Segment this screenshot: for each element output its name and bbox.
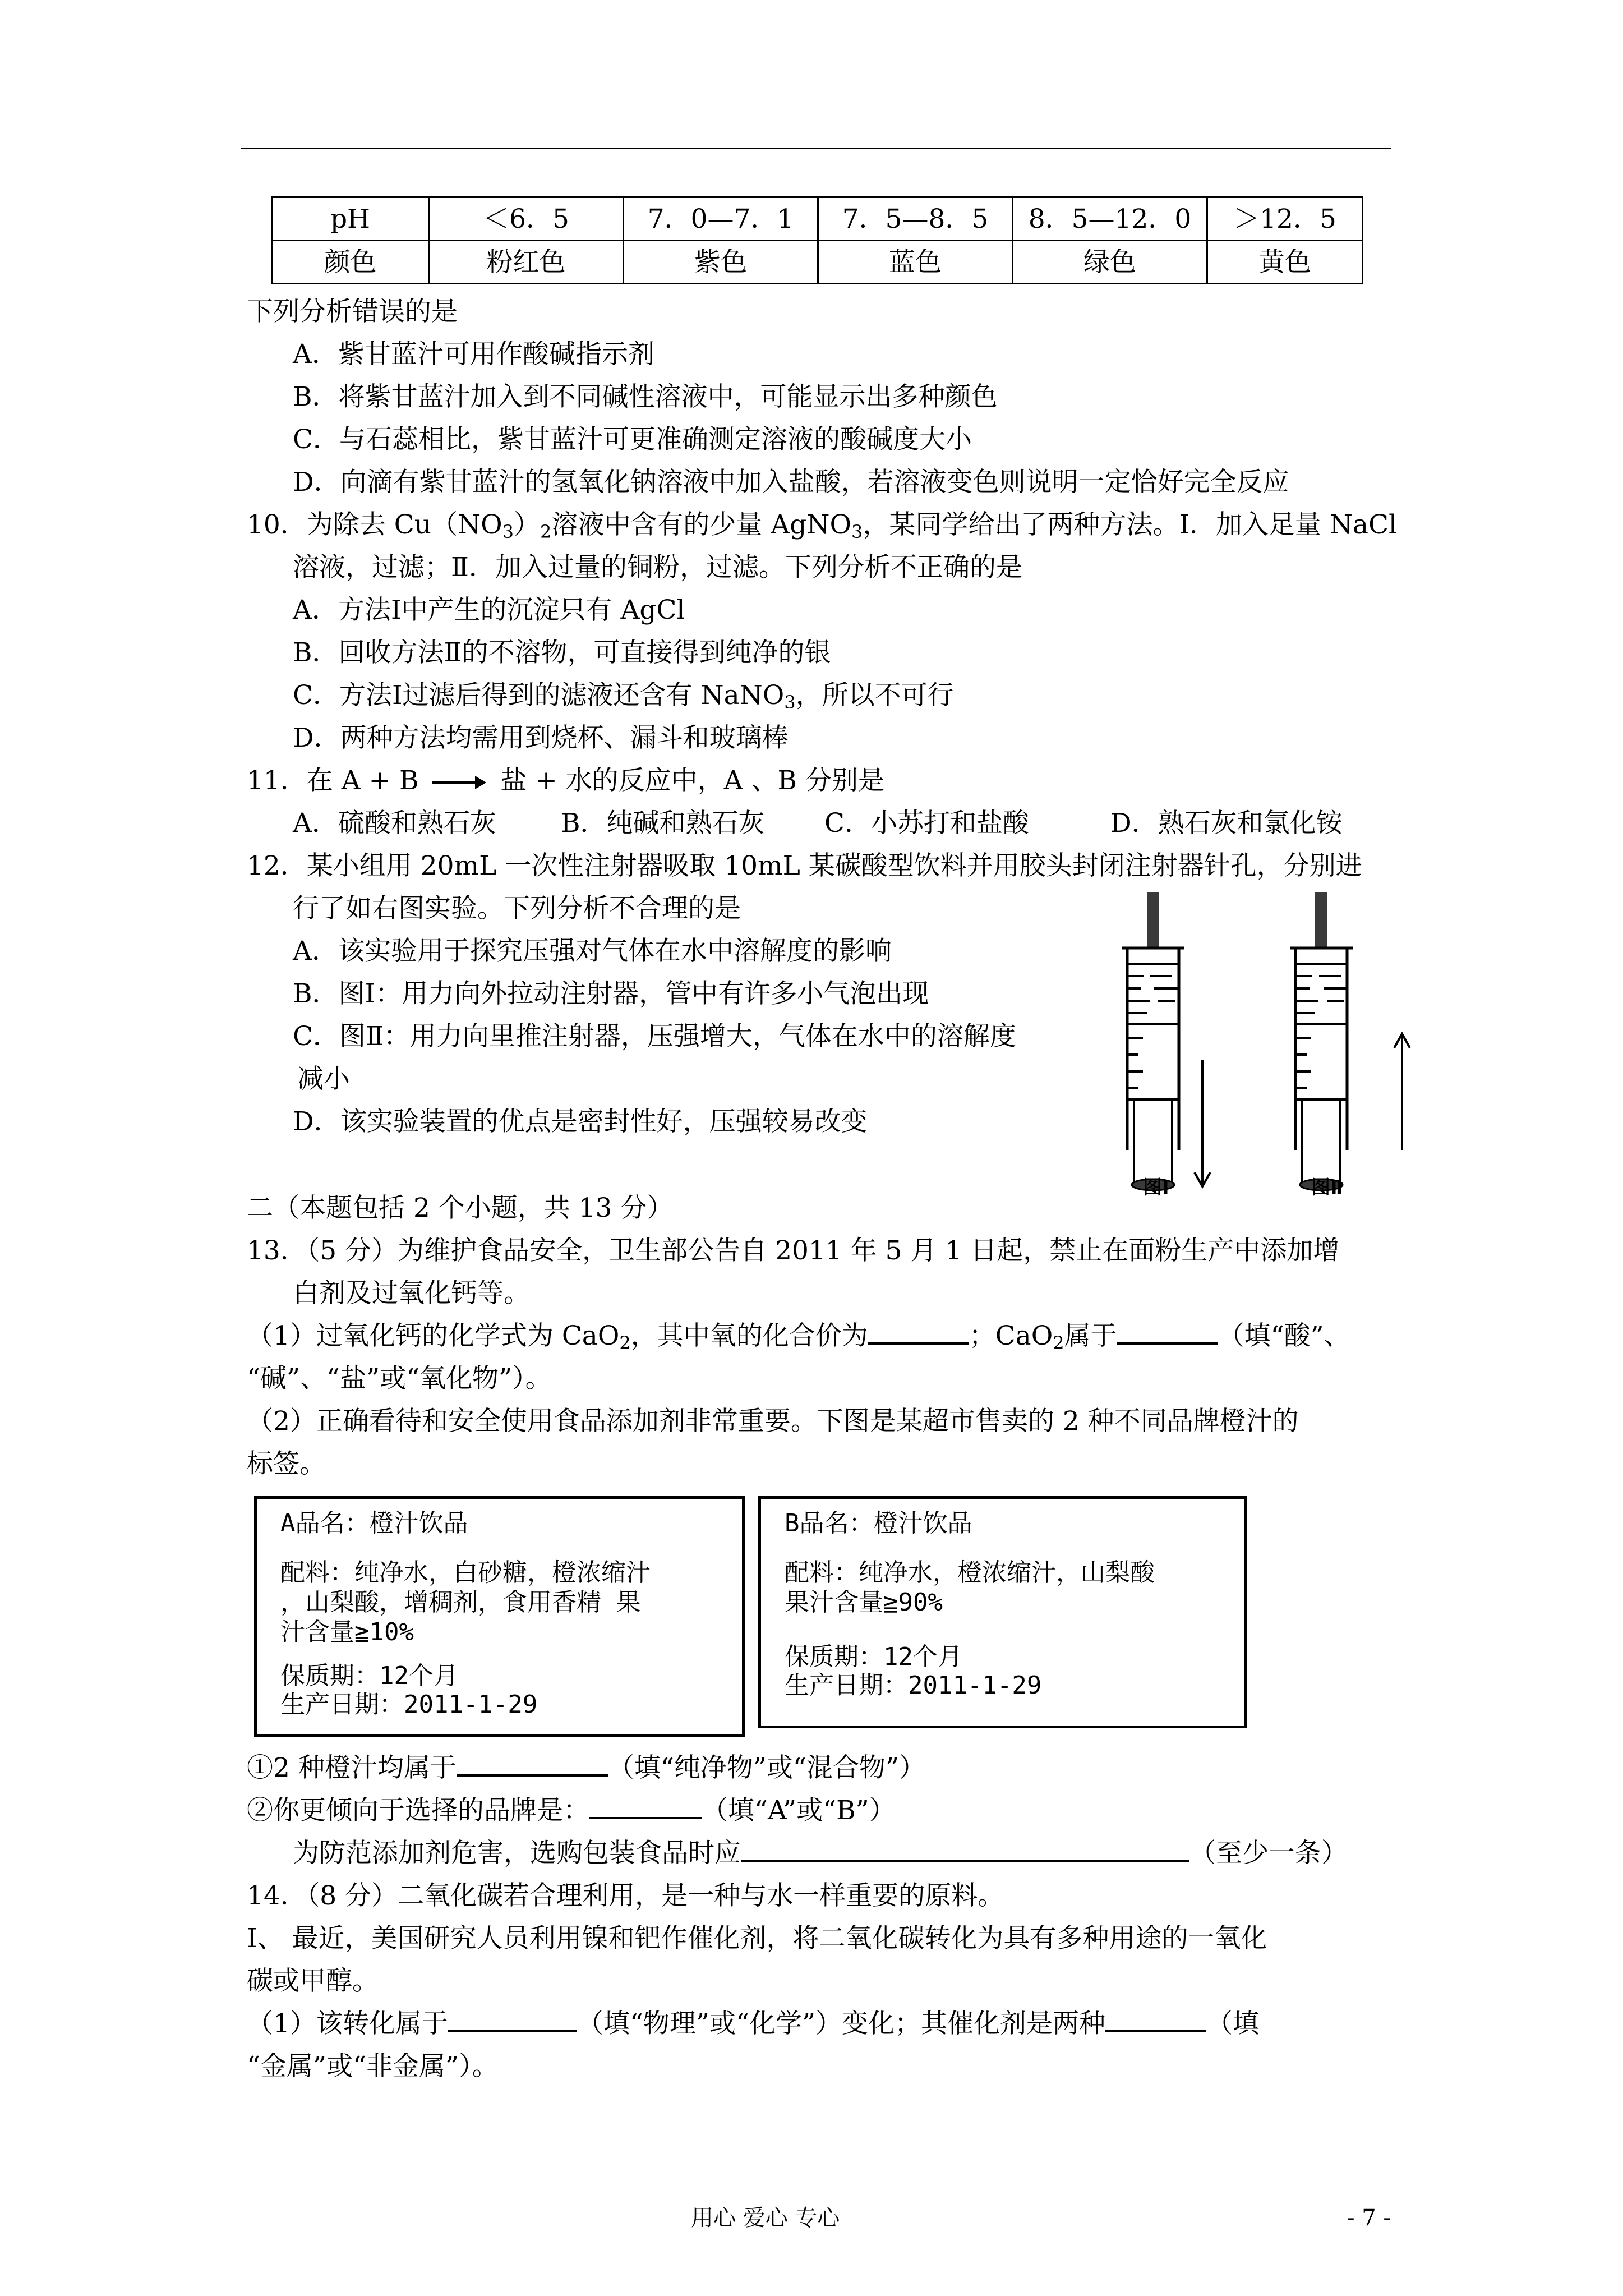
reaction-arrow-icon — [431, 774, 487, 791]
table-cell: 7．5—8．5 — [818, 197, 1013, 241]
q9-option-d: D．向滴有紫甘蓝汁的氢氧化钠溶液中加入盐酸，若溶液变色则说明一定恰好完全反应 — [293, 467, 1289, 498]
q12-option-d: D．该实验装置的优点是密封性好，压强较易改变 — [293, 1106, 868, 1137]
table-cell: 7．0—7．1 — [624, 197, 818, 241]
q9-stem: 下列分析错误的是 — [247, 296, 458, 327]
syringe-figure — [1088, 892, 1447, 1217]
page-number: - 7 - — [1347, 2205, 1391, 2231]
q12-stem-line2: 行了如右图实验。下列分析不合理的是 — [293, 893, 741, 924]
q10-stem-line1: 10．为除去 $Cu(NO_3)_2$溶液中含有的少量 AgNO$_3$，某同学给出了两种方法。Ⅰ．加入足量 NaCl — [247, 509, 1397, 542]
q13-brand-blank[interactable] — [589, 1817, 702, 1819]
header-rule — [241, 148, 1391, 149]
q11-option-a: A．硫酸和熟石灰 — [293, 808, 496, 839]
q13-stem-line2: 白剂及过氧化钙等。 — [293, 1278, 530, 1309]
table-cell: 紫色 — [624, 241, 818, 284]
q13-part2-line2: 标签。 — [247, 1448, 326, 1479]
q9-option-a: A．紫甘蓝汁可用作酸碱指示剂 — [293, 339, 654, 370]
figure-2-caption: 图Ⅱ — [1311, 1176, 1343, 1199]
q14-catalyst-type-blank[interactable] — [1105, 2030, 1206, 2032]
q11-stem: 11．在 A + B 盐 + 水的反应中，A 、B 分别是 — [247, 765, 885, 796]
q12-option-a: A．该实验用于探究压强对气体在水中溶解度的影响 — [293, 936, 892, 967]
label-a-shelf-life: 保质期：12个月 — [280, 1662, 458, 1690]
table-cell: pH — [272, 197, 429, 241]
q12-option-c: C．图Ⅱ：用力向里推注射器，压强增大，气体在水中的溶解度 — [293, 1021, 1016, 1052]
arrow-down-icon — [1195, 1060, 1210, 1186]
table-row — [272, 241, 1363, 284]
label-a-ingredients: 配料：纯净水，白砂糖，橙浓缩汁 — [280, 1558, 651, 1587]
ph-color-table — [271, 196, 1363, 284]
q14-part1-line1: （1）该转化属于 （填“物理”或“化学”）变化；其催化剂是两种 （填 — [247, 2008, 1260, 2039]
q13-substance-type-blank[interactable] — [457, 1774, 608, 1777]
q10-stem-line2: 溶液，过滤；Ⅱ．加入过量的铜粉，过滤。下列分析不正确的是 — [293, 552, 1022, 583]
q14-stem: 14．（8 分）二氧化碳若合理利用，是一种与水一样重要的原料。 — [247, 1880, 1004, 1911]
label-b-production-date: 生产日期：2011-1-29 — [785, 1671, 1042, 1700]
q13-part1-line2: “碱”、“盐”或“氧化物”）。 — [247, 1363, 552, 1394]
label-b-ingredients: 配料：纯净水，橙浓缩汁，山梨酸 — [785, 1558, 1155, 1587]
label-a-ingredients-cont: ，山梨酸，增稠剂，食用香精 果 — [280, 1588, 641, 1617]
section-2-heading: 二（本题包括 2 个小题，共 13 分） — [247, 1193, 674, 1223]
figure-1-caption: 图Ⅰ — [1143, 1176, 1169, 1199]
table-row — [272, 197, 1363, 241]
table-cell: ＞12．5 — [1207, 197, 1363, 241]
q12-option-c-cont: 减小 — [297, 1064, 350, 1094]
q13-advice-blank[interactable] — [741, 1860, 1189, 1862]
arrow-up-icon — [1394, 1034, 1410, 1150]
q12-option-b: B．图Ⅰ：用力向外拉动注射器，管中有许多小气泡出现 — [293, 978, 929, 1009]
q9-option-b: B．将紫甘蓝汁加入到不同碱性溶液中，可能显示出多种颜色 — [293, 381, 998, 412]
q10-option-c: C．方法Ⅰ过滤后得到的滤液还含有 NaNO$_3$，所以不可行 — [293, 680, 954, 713]
label-a-name: A品名：橙汁饮品 — [280, 1509, 468, 1538]
q13-valence-blank[interactable] — [868, 1342, 969, 1345]
label-b-shelf-life: 保质期：12个月 — [785, 1642, 962, 1671]
syringe-2-diagram — [1290, 892, 1353, 1190]
q14-part-i-line1: Ⅰ、 最近，美国研究人员利用镍和钯作催化剂，将二氧化碳转化为具有多种用途的一氧化 — [247, 1923, 1267, 1954]
table-cell: 绿色 — [1013, 241, 1207, 284]
q13-stem-line1: 13．（5 分）为维护食品安全，卫生部公告自 2011 年 5 月 1 日起，禁止在面粉生产中添加增 — [247, 1235, 1340, 1266]
q10-option-d: D．两种方法均需用到烧杯、漏斗和玻璃棒 — [293, 723, 789, 753]
q11-option-d: D．熟石灰和氯化铵 — [1110, 808, 1343, 839]
table-cell: 黄色 — [1207, 241, 1363, 284]
q12-stem-line1: 12．某小组用 20mL 一次性注射器吸取 10mL 某碳酸型饮料并用胶头封闭注射器针孔，分别进 — [247, 850, 1362, 881]
label-a-juice-content: 汁含量≧10% — [280, 1618, 414, 1646]
q14-change-type-blank[interactable] — [448, 2030, 577, 2032]
table-cell: 蓝色 — [818, 241, 1013, 284]
q13-sub1: ①2 种橙汁均属于 （填“纯净物”或“混合物”） — [247, 1752, 925, 1783]
footer-motto: 用心 爱心 专心 — [691, 2205, 840, 2231]
label-b-name: B品名：橙汁饮品 — [785, 1509, 972, 1538]
q14-part1-line2: “金属”或“非金属”）。 — [247, 2051, 499, 2082]
q11-option-c: C．小苏打和盐酸 — [824, 808, 1029, 839]
label-a-production-date: 生产日期：2011-1-29 — [280, 1690, 538, 1719]
juice-label-b — [758, 1496, 1247, 1728]
label-b-juice-content: 果汁含量≧90% — [785, 1588, 943, 1617]
q14-part-i-line2: 碳或甲醇。 — [247, 1966, 379, 1996]
q11-option-b: B．纯碱和熟石灰 — [561, 808, 765, 839]
syringe-1-diagram — [1122, 892, 1184, 1190]
q13-part2-line1: （2）正确看待和安全使用食品添加剂非常重要。下图是某超市售卖的 2 种不同品牌橙汁的 — [247, 1406, 1299, 1437]
table-cell: 颜色 — [272, 241, 429, 284]
q13-part1-line1: （1）过氧化钙的化学式为 CaO$_2$，其中氧的化合价为 ；CaO$_2$属于 （填“酸”、 — [247, 1320, 1350, 1354]
q10-option-b: B．回收方法Ⅱ的不溶物，可直接得到纯净的银 — [293, 637, 831, 668]
q13-sub3: 为防范添加剂危害，选购包装食品时应 （至少一条） — [293, 1838, 1348, 1869]
q9-option-c: C．与石蕊相比，紫甘蓝汁可更准确测定溶液的酸碱度大小 — [293, 424, 972, 455]
table-cell: ＜6．5 — [429, 197, 624, 241]
q13-category-blank[interactable] — [1117, 1342, 1218, 1345]
juice-label-a — [254, 1496, 745, 1737]
table-cell: 8．5—12．0 — [1013, 197, 1207, 241]
table-cell: 粉红色 — [429, 241, 624, 284]
q10-option-a: A．方法Ⅰ中产生的沉淀只有 AgCl — [293, 595, 685, 625]
q13-sub2: ②你更倾向于选择的品牌是： （填“A”或“B”） — [247, 1795, 896, 1826]
